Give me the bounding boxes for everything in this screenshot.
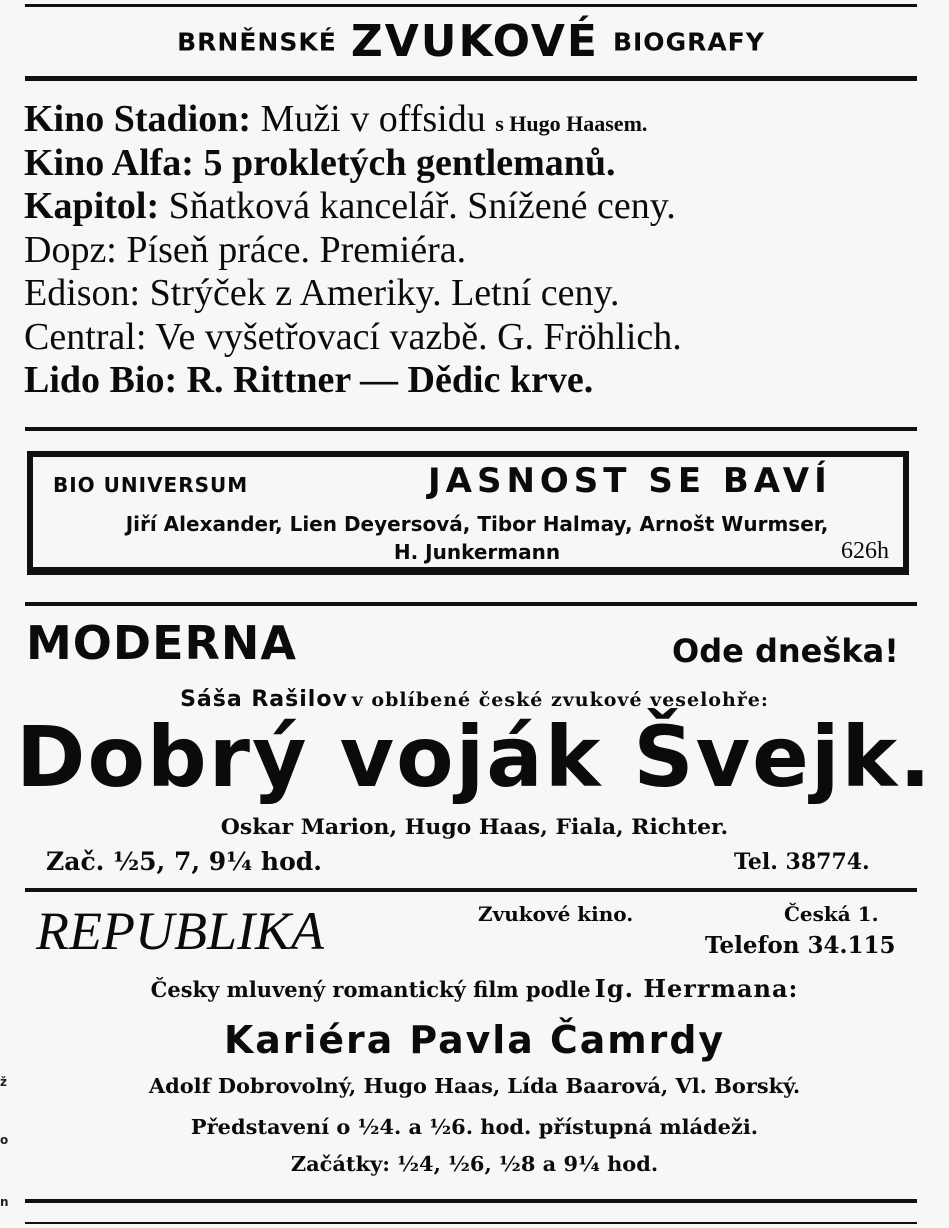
bottom-rule xyxy=(25,1199,917,1203)
header-rule xyxy=(25,76,917,81)
republika-phone: Telefon 34.115 xyxy=(705,932,896,959)
header-left: BRNĚNSKÉ xyxy=(177,27,337,57)
listing-venue: Kapitol: xyxy=(24,185,160,227)
universum-box xyxy=(27,451,909,575)
listing-extra: s Hugo Haasem. xyxy=(495,111,648,136)
listing-row xyxy=(24,359,924,403)
universum-cast-line2: H. Junkermann xyxy=(393,540,561,564)
moderna-ode: Ode dneška! xyxy=(672,632,899,670)
edge-fragment: n xyxy=(0,1195,9,1209)
republika-shows: Představení o ½4. a ½6. hod. přístupná mládeži. xyxy=(190,1114,759,1139)
listing-text: Píseň práce. Premiéra. xyxy=(126,228,467,271)
moderna-intro-star: Sáša Rašilov xyxy=(180,687,348,712)
listing-row xyxy=(24,316,924,360)
listing-text: 5 prokletých gentlemanů. xyxy=(203,141,616,184)
edge-fragment: ž xyxy=(0,1075,7,1089)
republika-starts: Začátky: ½4, ½6, ½8 a 9¼ hod. xyxy=(290,1151,659,1176)
listing-row xyxy=(24,229,924,273)
moderna-rule xyxy=(25,888,917,892)
universum-name: BIO UNIVERSUM xyxy=(53,473,249,497)
universum-code: 626h xyxy=(841,538,889,564)
listing-text: R. Rittner — Dědic krve. xyxy=(186,359,594,401)
listing-venue: Central: xyxy=(24,315,147,358)
republika-film: Kariéra Pavla Čamrdy xyxy=(223,1018,726,1062)
moderna-cast: Oskar Marion, Hugo Haas, Fiala, Richter. xyxy=(220,814,729,840)
listing-venue: Kino Alfa: xyxy=(24,141,194,184)
republika-kino: Zvukové kino. xyxy=(478,902,634,926)
listing-text: Sňatková kancelář. Snížené ceny. xyxy=(168,185,676,227)
listing-row xyxy=(24,142,924,186)
listing-text: Muži v offsidu xyxy=(260,98,486,140)
listing-venue: Lido Bio: xyxy=(24,359,178,401)
republika-desc-start: Česky mluvený romantický film podle xyxy=(150,977,591,1002)
listing-text: Strýček z Ameriky. Letní ceny. xyxy=(149,272,620,314)
listing-venue: Dopz: xyxy=(24,228,117,271)
edge-fragment: o xyxy=(0,1133,9,1147)
listings-rule xyxy=(25,427,917,431)
listing-venue: Kino Stadion: xyxy=(24,98,252,140)
republika-desc xyxy=(0,974,949,1003)
republika-name: REPUBLIKA xyxy=(36,901,324,961)
moderna-intro-rest: v oblíbené české zvukové veselohře: xyxy=(351,689,769,711)
top-rule xyxy=(25,4,917,7)
header-middle: ZVUKOVÉ xyxy=(350,16,599,68)
listing-row xyxy=(24,272,924,316)
header-right: BIOGRAFY xyxy=(612,27,765,57)
republika-address: Česká 1. xyxy=(784,902,879,926)
moderna-times: Zač. ½5, 7, 9¼ hod. xyxy=(46,847,322,876)
header xyxy=(25,14,917,70)
listing-text: Ve vyšetřovací vazbě. G. Fröhlich. xyxy=(155,315,682,358)
universum-cast-line1: Jiří Alexander, Lien Deyersová, Tibor Halmay, Arnošt Wurmser, xyxy=(125,512,829,536)
moderna-tel: Tel. 38774. xyxy=(734,849,870,875)
republika-desc-author: Ig. Herrmana: xyxy=(594,974,799,1003)
next-section-rule xyxy=(25,1222,917,1224)
moderna-film: Dobrý voják Švejk. xyxy=(16,708,933,806)
universum-rule xyxy=(25,602,917,606)
universum-title: JASNOST SE BAVÍ xyxy=(428,461,832,501)
moderna-name: MODERNA xyxy=(26,616,298,670)
listing-row xyxy=(24,98,924,142)
listing-venue: Edison: xyxy=(24,272,141,314)
listing-row xyxy=(24,185,924,229)
republika-cast: Adolf Dobrovolný, Hugo Haas, Lída Baarová, Vl. Borský. xyxy=(148,1073,801,1098)
cinema-listings xyxy=(24,98,924,403)
